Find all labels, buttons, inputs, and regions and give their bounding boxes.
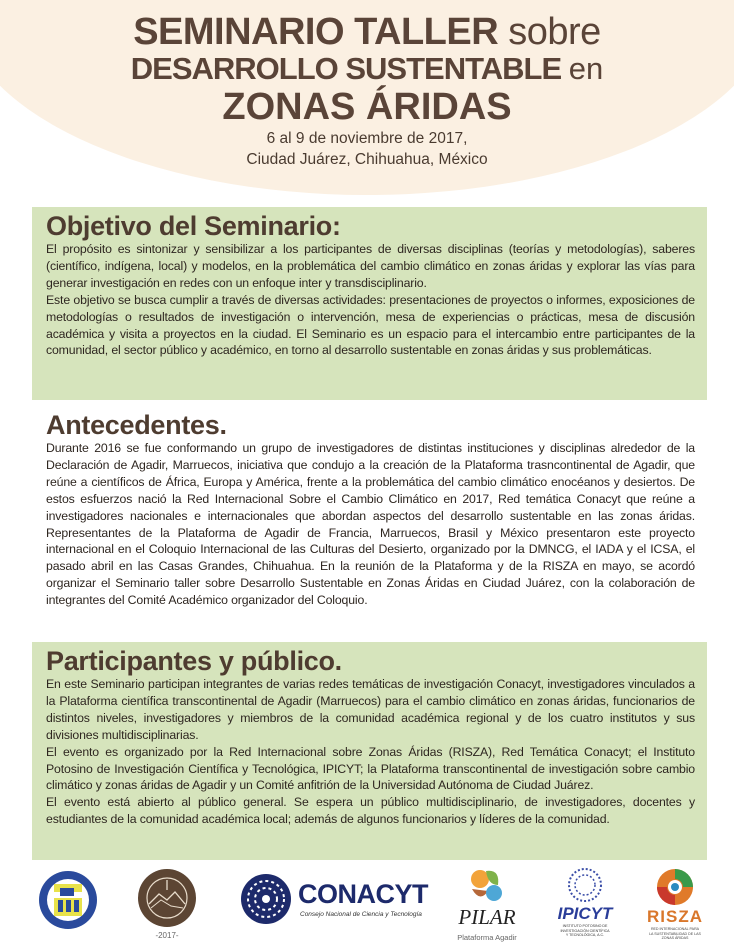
title-line-2 <box>0 52 734 86</box>
event-location: Ciudad Juárez, Chihuahua, México <box>246 151 488 168</box>
conacyt-subtitle: Consejo Nacional de Ciencia y Tecnología <box>300 911 422 918</box>
subtitle-line: ZONAS ÁRIDAS <box>661 936 689 940</box>
section-paragraph: El propósito es sintonizar y sensibilizar a los participantes de diversas disciplinas (teorías y metodologías), saberes (científico, indígena, local) y modelos, en la problemática del cambio climático en zonas áridas y explorar las vías para generar investigación en redes con un enfoque inter y transdisciplinario. <box>46 242 695 290</box>
event-date: 6 al 9 de noviembre de 2017, <box>266 130 468 147</box>
subtitle-line: INVESTIGACIÓN CIENTÍFICA <box>560 928 610 933</box>
desert-culture-seal-icon <box>137 868 197 928</box>
sponsor-logos <box>0 865 734 950</box>
ipicyt-logo <box>553 867 617 947</box>
section-heading: Objetivo del Seminario: <box>46 211 341 241</box>
section-paragraph: El evento está abierto al público general. Se espera un público multidisciplinario, de investigadores, docentes y estudiantes de la comunidad académica local; además de algunos funcionarios y líderes de la comunidad. <box>46 795 695 827</box>
section-paragraph: En este Seminario participan integrantes de varias redes temáticas de investigación Conacyt, investigadores vinculados a la Plataforma científica transcontinental de Agadir (Marruecos) para el cambio climático en zonas áridas, funcionarios de distintos niveles, investigadores y miembros de la comunidad académica regional y de los cuatro institutos y sus divisiones multidisciplinarias. <box>46 677 695 742</box>
uacj-logo <box>38 870 98 930</box>
university-seal-icon <box>38 870 98 930</box>
title-bold: SEMINARIO TALLER <box>133 11 499 53</box>
pilar-name: PILAR <box>458 905 516 929</box>
section-antecedentes <box>32 406 707 631</box>
section-paragraph: Este objetivo se busca cumplir a través de diversas actividades: presentaciones de proyectos o informes, exposiciones de metodologías o resultados de investigación o intervención, mesa de experiencias o prácticas, mesa de discusión académica y visita a proyectos en la ciudad. El Seminario es un espacio para el intercambio entre participantes de la comunidad, el sector público y académico, en torno al desarrollo sustentable en zonas áridas y sus problemáticas. <box>46 292 695 358</box>
subtitle-line: LA SUSTENTABILIDAD DE LAS <box>649 931 701 936</box>
pilar-subtitle: Plataforma Agadir <box>457 933 517 942</box>
section-participantes <box>32 642 707 860</box>
title-line-3: ZONAS ÁRIDAS <box>222 86 512 128</box>
risza-name: RISZA <box>647 907 703 926</box>
conacyt-logo <box>238 873 428 928</box>
coloquio-logo <box>137 868 197 946</box>
conacyt-name: CONACYT <box>298 879 428 909</box>
section-heading: Participantes y público. <box>46 646 342 676</box>
pilar-emblem-icon <box>466 867 506 905</box>
section-paragraph: Durante 2016 se fue conformando un grupo de investigadores de distintas instituciones y disciplinas alrededor de la Declaración de Agadir, Marruecos, iniciativa que condujo a la creación de la Plataforma trasncontinental de Agadir, que reúne a científicos de África, Europa y América, frente a la problemática del cambio climático enocéanos y desiertos. De estos esfuerzos nació la Red Internacional Sobre el Cambio Climático en 2017, Red temática Conacyt que reúne a investigadores nacionales e internacionales que abordan aspectos del desarrollo sustentable en las zonas áridas. Representantes de la Plataforma de Agadir de Francia, Marruecos, Brasil y México presentaron este proyecto internacional en el Coloquio Internacional de las Culturas del Desierto, organizado por la DMNCG, el IADA y el ICSA, el pasado abril en las Casas Grandes, Chihuahua. En la reunión de la Plataforma y de la RISZA en mayo, se acordó organizar el Seminario taller sobre Desarrollo Sustentable en Zonas Áridas en Ciudad Juárez, con la colaboración de integrantes del Comité Académico organizador del Coloquio. <box>46 441 695 608</box>
risza-emblem-icon <box>653 867 697 907</box>
risza-subtitle <box>645 927 705 941</box>
subtitle-line: INSTITUTO POTOSINO DE <box>562 924 608 928</box>
section-paragraph: El evento es organizado por la Red Internacional sobre Zonas Áridas (RISZA), Red Temática Conacyt; el Instituto Potosino de Investigación Científica y Tecnológica, IPICYT; la Plataforma transcontinental de investigación sobre cambio climático y zonas áridas de Agadir y un Comité anfitrión de la Universidad Autónoma de Ciudad Juárez. <box>46 744 695 793</box>
title-bold: DESARROLLO SUSTENTABLE <box>130 51 562 86</box>
page-header <box>0 12 734 170</box>
ipicyt-name: IPICYT <box>557 904 613 923</box>
subtitle-line: RED INTERNACIONAL PARA <box>650 927 700 931</box>
pilar-logo <box>452 867 522 947</box>
ipicyt-emblem-icon <box>565 867 605 903</box>
title-light: en <box>568 51 604 86</box>
title-line-1 <box>0 12 734 52</box>
subtitle-line: Y TECNOLÓGICA, A.C. <box>565 933 605 937</box>
section-heading: Antecedentes. <box>46 410 227 440</box>
title-light: sobre <box>508 11 601 53</box>
coloquio-year: -2017- <box>155 931 179 940</box>
section-objetivo <box>32 207 707 400</box>
risza-logo <box>645 867 705 947</box>
conacyt-emblem-icon <box>238 873 294 925</box>
ipicyt-subtitle <box>553 924 617 938</box>
